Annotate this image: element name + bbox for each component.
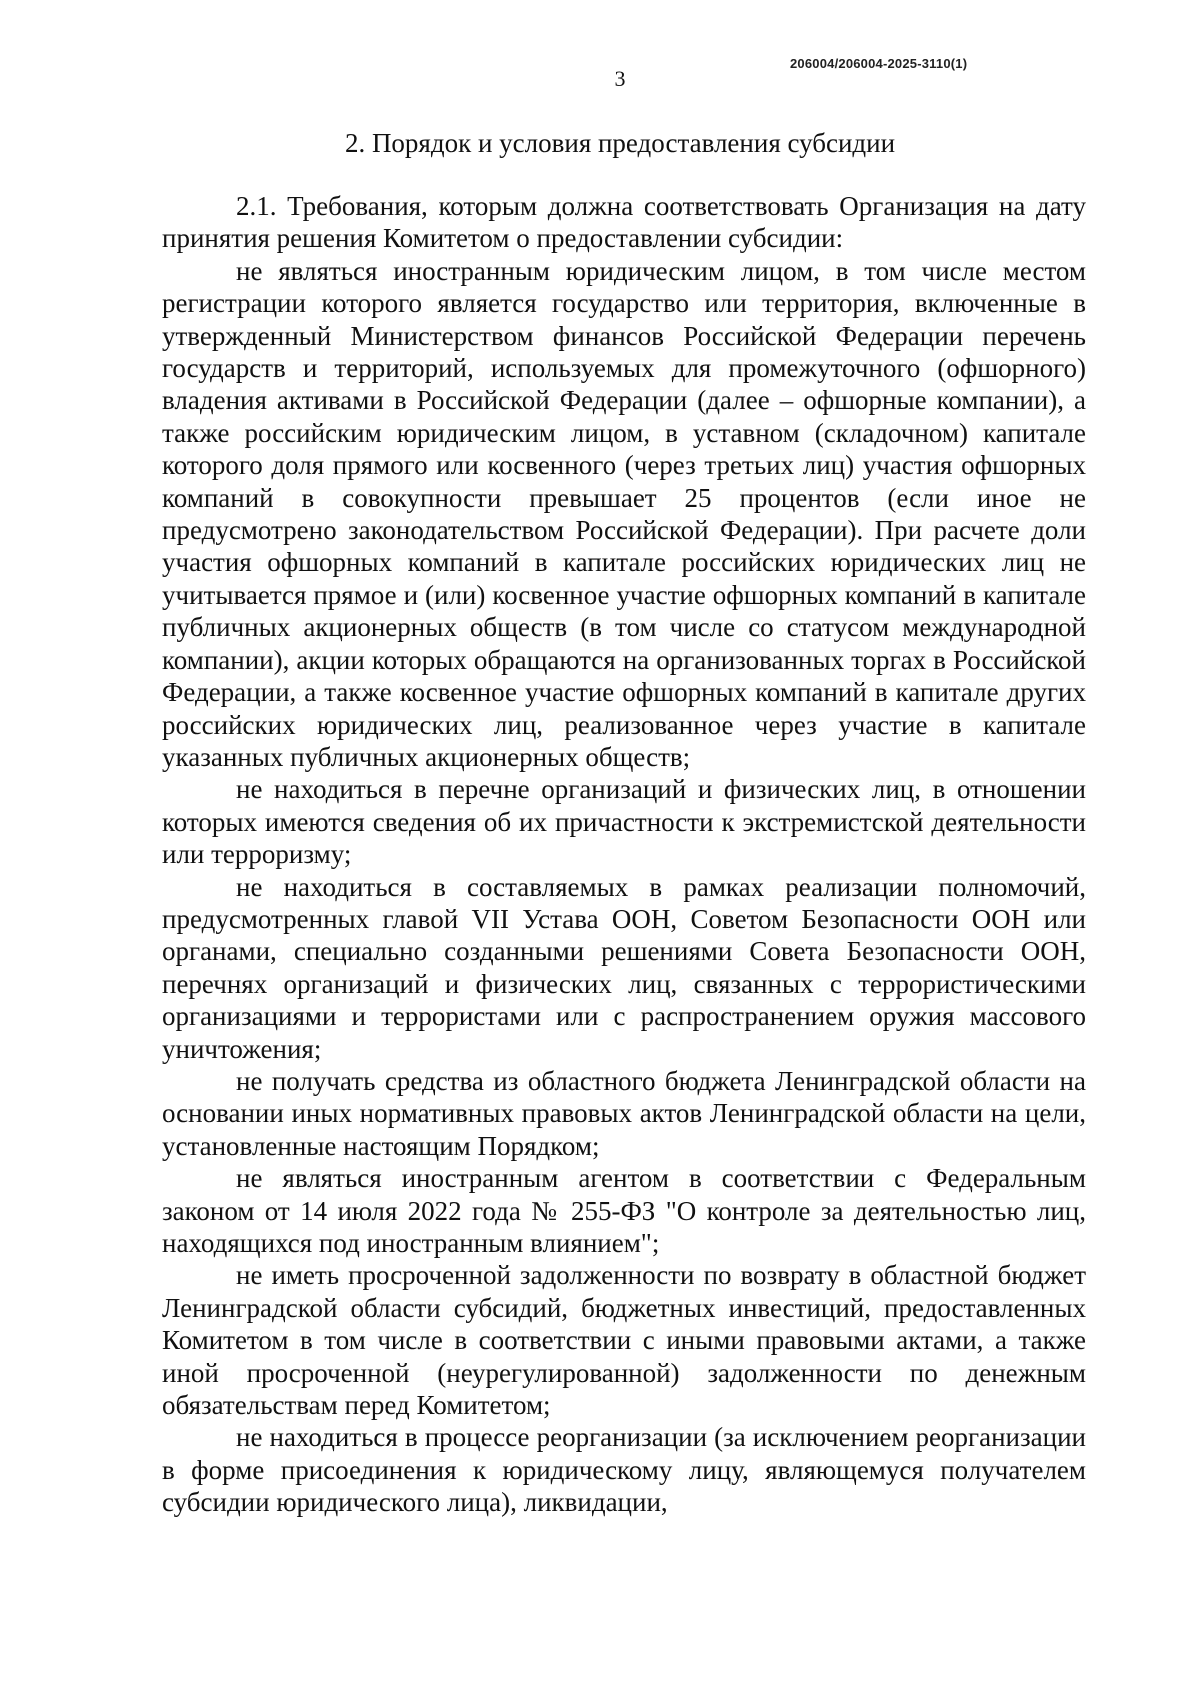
- paragraph-un-sanctions: не находиться в составляемых в рамках реализации полномочий, предусмотренных главой VII Устава ООН, Советом Безопасности ООН или органами, специально созданными решениями Совета Безопасности ООН, перечнях организаций и физических лиц, связанных с террористическими организациями и террористами или с распространением оружия массового уничтожения;: [162, 871, 1086, 1064]
- paragraph-reorganization: не находиться в процессе реорганизации (за исключением реорганизации в форме присоединения к юридическому лицу, являющемуся получателем субсидии юридического лица), ликвидации,: [162, 1422, 1086, 1518]
- document-id: 206004/206004-2025-3110(1): [790, 56, 968, 71]
- paragraph-budget-funds: не получать средства из областного бюджета Ленинградской области на основании иных нормативных правовых актов Ленинградской области на цели, установленные настоящим Порядком;: [162, 1065, 1086, 1161]
- paragraph-overdue-debt: не иметь просроченной задолженности по возврату в областной бюджет Ленинградской области субсидий, бюджетных инвестиций, предоставленных Комитетом в том числе в соответствии с иными правовыми актами, а также иной просроченной (неурегулированной) задолженности по денежным обязательствам перед Комитетом;: [162, 1260, 1086, 1421]
- paragraph-offshore: не являться иностранным юридическим лицом, в том числе местом регистрации которого является государство или территория, включенные в утвержденный Министерством финансов Российской Федерации перечень государств и территорий, используемых для промежуточного (офшорного) владения активами в Российской Федерации (далее – офшорные компании), а также российским юридическим лицом, в уставном (складочном) капитале которого доля прямого или косвенного (через третьих лиц) участия офшорных компаний в совокупности превышает 25 процентов (если иное не предусмотрено законодательством Российской Федерации). При расчете доли участия офшорных компаний в капитале российских юридических лиц не учитывается прямое и (или) косвенное участие офшорных компаний в капитале публичных акционерных обществ (в том числе со статусом международной компании), акции которых обращаются на организованных торгах в Российской Федерации, а также косвенное участие офшорных компаний в капитале других российских юридических лиц, реализованное через участие в капитале указанных публичных акционерных обществ;: [162, 255, 1086, 772]
- paragraph-extremism: не находиться в перечне организаций и физических лиц, в отношении которых имеются сведения об их причастности к экстремистской деятельности или терроризму;: [162, 774, 1086, 870]
- paragraph-requirements-intro: 2.1. Требования, которым должна соответствовать Организация на дату принятия решения Комитетом о предоставлении субсидии:: [162, 191, 1086, 254]
- page-number: 3: [614, 66, 626, 91]
- document-body: [162, 190, 1086, 1519]
- paragraph-foreign-agent: не являться иностранным агентом в соответствии с Федеральным законом от 14 июля 2022 года № 255-ФЗ "О контроле за деятельностью лиц, находящихся под иностранным влиянием";: [162, 1163, 1086, 1258]
- section-title: 2. Порядок и условия предоставления субсидии: [344, 128, 896, 158]
